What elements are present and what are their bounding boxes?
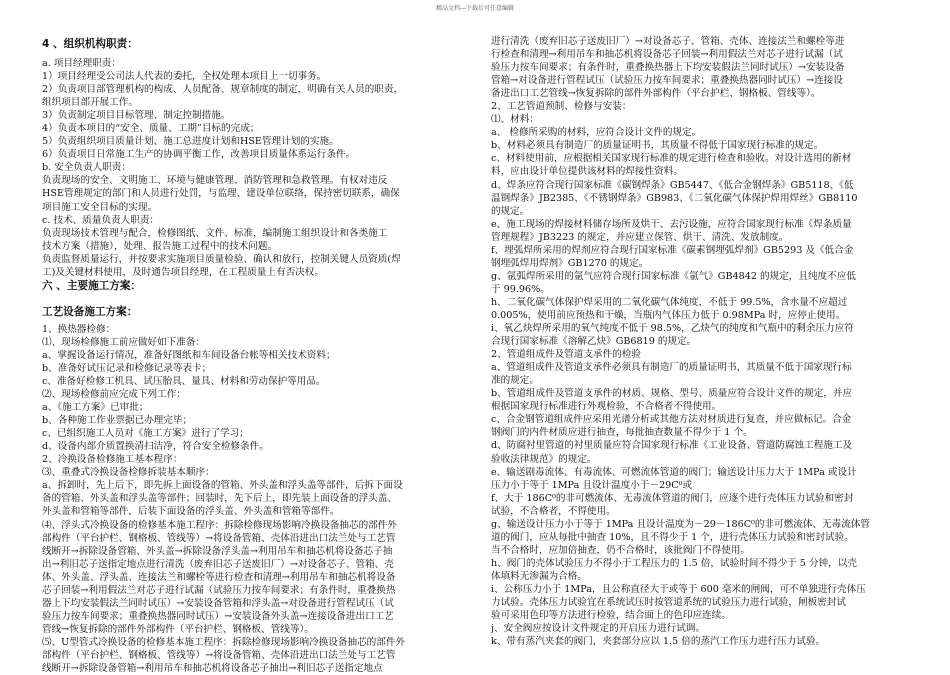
text-line: ⑶、重叠式冷换设备检修拆装基本顺序： [42, 467, 215, 479]
text-line: 负责监督质量运行，并按要求实施项目质量检验、确认和放行，控制关键人员资质(焊 [42, 253, 401, 265]
organization-duties-text [42, 57, 494, 279]
text-line: c、材料使用前，应根据相关国家现行标准的规定进行检查和验收。对设计选用的新材 [491, 153, 852, 165]
text-line: ⑴、材料： [491, 114, 539, 126]
text-line: 2、冷换设备检修施工基本程序： [42, 454, 183, 466]
text-line: 线断开→拆除设备管箱、外头盖→拆除设备浮头盖→利用吊车和抽芯机将设备芯子抽 [42, 545, 393, 557]
text-line: ⑵、现场检修前应完成下列工作： [42, 389, 186, 401]
text-line: 验收法律规范》的规定。 [491, 453, 597, 465]
text-line: 钢埋弧焊用焊剂》GB1270 的规定。 [491, 257, 649, 269]
text-line: f、埋弧焊所采用的焊剂应符合现行国家标准《碳素钢埋弧焊剂》GB5293 及《低合金 [491, 244, 854, 256]
text-line: 管箱→对设备进行管程试压（试验压力按车间要求；重叠换热器同时试压）→连接设 [491, 75, 843, 87]
section-heading-equipment-plan: 工艺设备施工方案： [42, 305, 138, 318]
text-line: HSE管理规定的部门和人员进行处罚，与监理、建设单位联络，保持密切联系，确保 [42, 188, 400, 200]
text-line: 验压力按车间要求；有条件时，重叠换热器上下均安装假法兰同时试压）→安装设备 [491, 62, 845, 74]
text-line: a、 检修所采购的材料，应符合设计文件的规定。 [491, 127, 702, 139]
text-line: a、《施工方案》已审批； [42, 402, 149, 414]
text-line: g、输送设计压力小于等于 1MPa 且设计温度为－29－186C⁰的非可燃流体、无毒流体管 [491, 518, 871, 530]
text-line: c、合金钢管道组成件应采用光谱分析或其他方法对材质进行复查，并应做标记。合金 [491, 414, 852, 426]
text-line: ⑸、U型管式冷换设备的检修基本施工程序：拆除检修现场影响冷换设备抽芯的部件外 [42, 636, 406, 648]
section-heading-main-plan: 六 、主要施工方案： [42, 279, 142, 292]
text-line: d、焊条应符合现行国家标准《碳钢焊条》GB5447、《低合金钢焊条》GB5118、《低 [491, 179, 854, 191]
text-line: 线断开→拆除设备管箱→利用吊车和抽芯机将设备芯子抽出→利旧芯子送指定地点 [42, 663, 383, 675]
text-line: i、氧乙炔焊所采用的氧气纯度不低于 98.5%，乙炔气的纯度和气瓶中的剩余压力应符 [491, 323, 854, 335]
text-line: c、准备好检修工机具、试压胎具、量具、材料和劳动保护等用品。 [42, 375, 326, 387]
text-line: 钢阀门的内件材质应进行抽查，每批抽查数量不得少于 1 个。 [491, 427, 753, 439]
text-line: 芯子回装→利用假法兰对芯子进行试漏（试验压力按车间要求；有条件时，重叠换热 [42, 584, 396, 596]
text-line: j、安全阀应按设计文件规定的开启压力进行试调。 [491, 623, 706, 635]
text-line: 验压力按车间要求；重叠换热器同时试压）→安装设备外头盖→连接设备进出口工艺 [42, 610, 394, 622]
text-line: h、阀门的壳体试验压力不得小于工程压力的 1.5 倍，试验时间不得少于 5 分钟，以壳 [491, 557, 857, 569]
text-line: b、管道组成件及管道支承件的材质、规格、型号、质量应符合设计文件的规定，并应 [491, 388, 853, 400]
text-line: 于 99.96%。 [491, 283, 550, 295]
text-line: b. 安全负责人职责： [42, 162, 131, 174]
text-line: 部构件（平台护栏、钢格板、管线等）→将设备管箱、壳体沿进出口法兰处与工艺管 [42, 532, 396, 544]
text-line: 备进出口工艺管线→恢复拆除的部件外部构件（平台护栏、钢格板、管线等）。 [491, 88, 821, 100]
section-heading-organization: 4 、组织机构职责： [42, 38, 138, 50]
text-line: 行检查和清理→利用吊车和抽芯机将设备芯子回装→利用假法兰对芯子进行试漏（试 [491, 49, 843, 61]
text-line: d、设备内部介质置换清扫洁净，符合安全检修条件。 [42, 441, 269, 453]
text-line: 根据国家现行标准进行外观检验，不合格者不得使用。 [491, 401, 722, 413]
text-line: 6）负责项目日常施工生产的协调平衡工作，改善项目质量体系运行条件。 [42, 149, 356, 161]
text-line: g、氩弧焊所采用的氩气应符合现行国家标准《氩气》GB4842 的规定，且纯度不应低 [491, 270, 856, 282]
text-line: 体、外头盖、浮头盖、连接法兰和螺栓等进行检查和清理→利用吊车和抽芯机将设备 [42, 571, 396, 583]
text-line: 4）负责本项目的“安全、质量、工期”目标的完成； [42, 123, 260, 135]
text-line: a、掌握设备运行情况，准备好图纸和车间设备台帐等相关技术资料； [42, 349, 336, 361]
text-line: h、二氧化碳气体保护焊采用的二氧化碳气体纯度，不低于 99.5%，含水量不应超过 [491, 296, 848, 308]
text-line: 管线→恢复拆除的部件外部构件（平台护栏、钢格板、管线等）。 [42, 623, 314, 635]
text-line: 压力小于等于 1MPa 且设计温度小于－29C⁰或 [491, 479, 693, 491]
document-watermark: 精品文档---下载后可任意编辑 [435, 5, 515, 12]
text-line: 5）负责组织项目质量计划、施工总进度计划和HSE管理计划的实施。 [42, 136, 339, 148]
piping-plan-text [491, 35, 943, 648]
text-line: 2）负责项目部管理机构的构成、人员配备、规章制度的制定，明确有关人员的职责， [42, 84, 404, 96]
text-line: 温钢焊条》JB2385、《不锈钢焊条》GB983、《二氧化碳气体保护焊用焊丝》GB8110 [491, 192, 858, 204]
text-line: 2、管道组成件及管道支承件的检验 [491, 349, 642, 361]
text-line: 准的规定。 [491, 375, 539, 387]
text-line: 技术方案（措施），处理、报告施工过程中的技术问题。 [42, 240, 278, 252]
text-line: 3）负责制定项目目标管理、制定控制措施。 [42, 110, 231, 122]
text-line: c. 技术、质量负责人职责： [42, 214, 160, 226]
text-line: 负责现场的安全、文明施工、环境与健康管理、消防管理和急救管理。有权对违反 [42, 175, 388, 187]
text-line: 器上下均安装假法兰同时试压）→安装设备管箱和浮头盖→对设备进行管程试压（试 [42, 597, 394, 609]
text-line: a. 项目经理职责： [42, 58, 121, 69]
text-line: 负责现场技术管理与配合，检修图纸、文件、标准，编制施工组织设计和各类施工 [42, 227, 388, 239]
text-line: 0.005%，使用前应预热和干燥，当瓶内气体压力低于 0.98MPa 时，应停止使用。 [491, 309, 846, 321]
text-line: a、管道组成件及管道支承件必须具有制造厂的质量证明书，其质量不低于国家现行标 [491, 362, 852, 374]
left-column [42, 0, 494, 675]
text-line: 1）项目经理受公司法人代表的委托，全权处理本项目上一切事务。 [42, 71, 327, 83]
text-line: e、施工现场的焊接材料储存场所及烘干、去污设施，应符合国家现行标准《焊条质量 [491, 218, 852, 230]
text-line: 管理规程》JB3223 的规定，并应建立保管、烘干、清洗、发放制度。 [491, 231, 789, 243]
right-column [491, 0, 943, 648]
text-line: b、各种施工作业票据已办理完毕； [42, 415, 193, 427]
text-line: i、公称压力小于 1MPa，且公称直径大于或等于 600 毫米的闸阀，可不单独进行壳体压 [491, 583, 866, 595]
text-line: 备的管箱、外头盖和浮头盖等部件；回装时，先下后上，即先装上面设备的浮头盖、 [42, 493, 397, 505]
text-line: a、拆卸时，先上后下，即先拆上面设备的管箱、外头盖和浮头盖等部件，后拆下面设 [42, 480, 403, 492]
text-line: 道的阀门，应从每批中抽查 10%，且不得少于 1 个，进行壳体压力试验和密封试验。 [491, 531, 854, 543]
text-line: 体填料无渗漏为合格。 [491, 570, 587, 582]
text-line: b、材料必须具有制造厂的质量证明书，其质量不得低于国家现行标准的规定。 [491, 140, 824, 152]
text-line: k、带有蒸汽夹套的阀门，夹套部分应以 1.5 倍的蒸汽工作压力进行压力试验。 [491, 636, 826, 648]
text-line: c、已组织施工人员对《施工方案》进行了学习； [42, 428, 249, 440]
text-line: 2、工艺管道预制、检修与安装： [491, 101, 632, 113]
text-line: 项目施工安全目标的实现。 [42, 201, 158, 213]
text-line: 组织项目部开展工作。 [42, 97, 138, 109]
text-line: b、准备好试压记录和检修记录等表卡； [42, 362, 212, 374]
text-line: 试验，不合格者，不得使用。 [491, 505, 616, 517]
text-line: 外头盖和管箱等部件，后装下面设备的浮头盖、外头盖和管箱等部件。 [42, 506, 340, 518]
text-line: 的规定。 [491, 205, 530, 217]
text-line: d、防腐衬里管道的衬里质量应符合国家现行标准《工业设备、管道防腐蚀工程施工及 [491, 440, 853, 452]
text-line: 料，应由设计单位提供该材料的焊接性资料。 [491, 166, 683, 178]
text-line: 进行清洗（废弃旧芯子送废旧厂）→对设备芯子、管箱、壳体、连接法兰和螺栓等进 [491, 36, 845, 47]
text-line: e、输送剧毒流体、有毒流体、可燃流体管道的阀门；输送设计压力大于 1MPa 或设计 [491, 466, 857, 478]
text-line: 验可采用色印等方法进行检验，结合面上的色印应连续。 [491, 610, 731, 622]
text-line: f、大于 186C⁰的非可燃流体、无毒流体管道的阀门，应逐个进行壳体压力试验和密封 [491, 492, 854, 504]
text-line: ⑴、现场检修施工前应做好如下准备： [42, 336, 206, 348]
text-line: 部构件（平台护栏、钢格板、管线等）→将设备管箱、壳体沿进出口法兰处与工艺管 [42, 649, 396, 661]
text-line: 工)及关键材料使用，及时通告项目经理，在工程质量上有否决权。 [42, 266, 324, 278]
equipment-plan-text [42, 323, 494, 675]
text-line: 1、换热器检修： [42, 323, 116, 335]
text-line: 合现行国家标准《溶解乙炔》GB6819 的规定。 [491, 336, 697, 348]
text-line: ⑷、浮头式冷换设备的检修基本施工程序：拆除检修现场影响冷换设备抽芯的部件外 [42, 519, 397, 531]
text-line: 当不合格时，应加倍抽查，仍不合格时，该批阀门不得使用。 [491, 544, 751, 556]
text-line: 出→利旧芯子送指定地点进行清洗（废弃旧芯子送废旧厂）→对设备芯子、管箱、壳 [42, 558, 394, 570]
text-line: 力试验。壳体压力试验宜在系统试压时按管道系统的试验压力进行试验，闸板密封试 [491, 597, 846, 609]
